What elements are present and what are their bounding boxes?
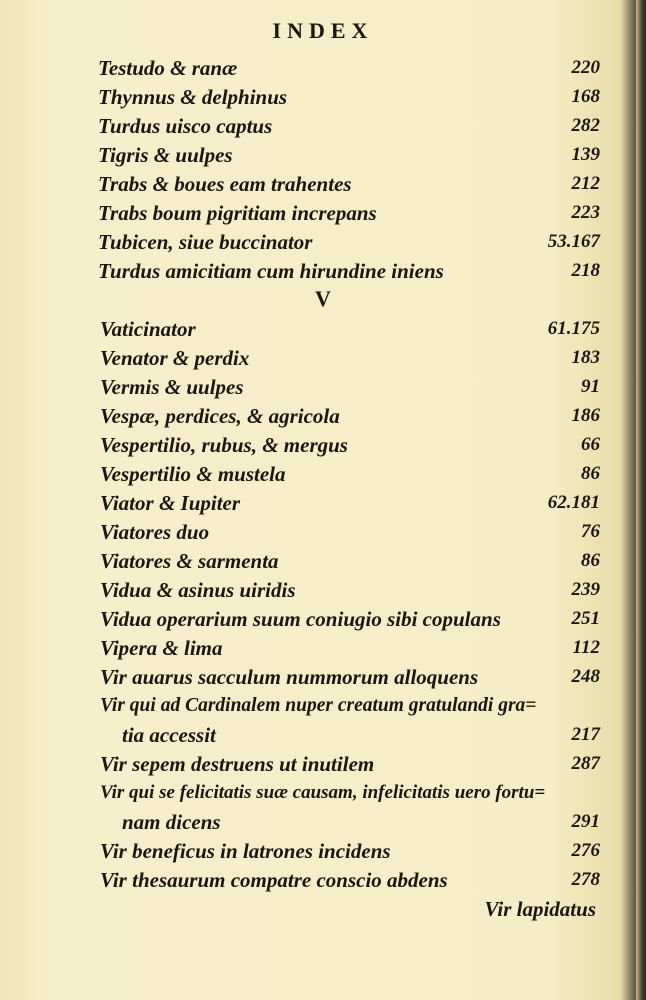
page-number: 86: [581, 550, 600, 571]
list-item: [0, 402, 646, 430]
list-item: [0, 634, 646, 662]
entry-text: Vir sepem destruens ut inutilem: [100, 752, 375, 776]
list-item: [0, 141, 646, 169]
entry-text: Vespæ, perdices, & agricola: [100, 404, 340, 428]
page-number: 168: [571, 86, 600, 107]
page-number: 61.175: [547, 318, 600, 339]
list-item: [0, 257, 646, 285]
entry-text: Vir auarus sacculum nummorum alloquens: [100, 665, 479, 689]
entry-text: Tubicen, siue buccinator: [98, 230, 313, 254]
entry-text: Vir thesaurum compatre conscio abdens: [100, 868, 448, 892]
section-letter: V: [315, 286, 331, 311]
list-item: [0, 721, 646, 749]
catchword: Vir lapidatus: [484, 897, 596, 921]
entry-text: Vespertilio & mustela: [100, 462, 286, 486]
page-number: 239: [571, 579, 600, 600]
page-number: 223: [571, 202, 600, 223]
page-title: INDEX: [272, 18, 374, 43]
entry-text: Turdus uisco captus: [98, 114, 273, 138]
list-item: [0, 315, 646, 343]
list-item: [0, 750, 646, 778]
entry-text: Venator & perdix: [100, 346, 250, 370]
page-number: 62.181: [547, 492, 600, 513]
page-number: 217: [571, 724, 600, 745]
list-item: [0, 866, 646, 894]
entry-text: Vermis & uulpes: [100, 375, 244, 399]
page-number: 251: [571, 608, 600, 629]
list-item: [0, 54, 646, 82]
entry-text: Viatores & sarmenta: [100, 549, 279, 573]
page-number: 282: [571, 115, 600, 136]
page-number: 53.167: [547, 231, 600, 252]
entry-text: Vir beneficus in latrones incidens: [100, 839, 391, 863]
entry-text: Tigris & uulpes: [98, 143, 233, 167]
list-item: [0, 692, 646, 720]
entry-text: Vipera & lima: [100, 636, 223, 660]
list-item: [0, 605, 646, 633]
page-number: 139: [571, 144, 600, 165]
entry-text: Trabs boum pigritiam increpans: [98, 201, 377, 225]
list-item: [0, 576, 646, 604]
entry-text: Vidua operarium suum coniugio sibi copulans: [100, 607, 501, 631]
list-item: [0, 779, 646, 807]
entry-text: Vir qui se felicitatis suæ causam, infelicitatis uero fortu=: [100, 782, 546, 803]
entry-text: Thynnus & delphinus: [98, 85, 288, 109]
page-number: 66: [581, 434, 600, 455]
list-item: [0, 663, 646, 691]
list-item: [0, 112, 646, 140]
page-number: 218: [571, 260, 600, 281]
list-item: [0, 228, 646, 256]
page-number: 86: [581, 463, 600, 484]
list-item: [0, 170, 646, 198]
entry-text: Vaticinator: [100, 317, 196, 341]
page-number: 220: [571, 57, 600, 78]
page-number: 212: [571, 173, 600, 194]
list-item: [0, 431, 646, 459]
list-item: [0, 547, 646, 575]
entry-text: nam dicens: [122, 810, 221, 834]
page-number: 276: [571, 840, 600, 861]
entry-text: Turdus amicitiam cum hirundine iniens: [98, 259, 444, 283]
list-item: [0, 83, 646, 111]
entry-text: Vir qui ad Cardinalem nuper creatum gratulandi gra=: [100, 695, 537, 716]
entry-text: Trabs & boues eam trahentes: [98, 172, 352, 196]
page-number: 183: [571, 347, 600, 368]
list-item: [0, 199, 646, 227]
list-item: [0, 837, 646, 865]
entry-text: tia accessit: [122, 723, 216, 747]
page-number: 91: [581, 376, 600, 397]
page-number: 76: [581, 521, 600, 542]
page-number: 112: [572, 637, 600, 658]
page-number: 287: [571, 753, 600, 774]
entry-text: Vidua & asinus uiridis: [100, 578, 296, 602]
entry-text: Viator & Iupiter: [100, 491, 241, 515]
page-number: 291: [571, 811, 600, 832]
list-item: [0, 808, 646, 836]
list-item: [0, 373, 646, 401]
list-item: [0, 518, 646, 546]
list-item: [0, 489, 646, 517]
page-number: 248: [571, 666, 600, 687]
entry-text: Viatores duo: [100, 520, 210, 544]
page-number: 278: [571, 869, 600, 890]
entry-text: Testudo & ranæ: [98, 56, 238, 80]
list-item: [0, 460, 646, 488]
page-number: 186: [571, 405, 600, 426]
entry-text: Vespertilio, rubus, & mergus: [100, 433, 348, 457]
list-item: [0, 344, 646, 372]
